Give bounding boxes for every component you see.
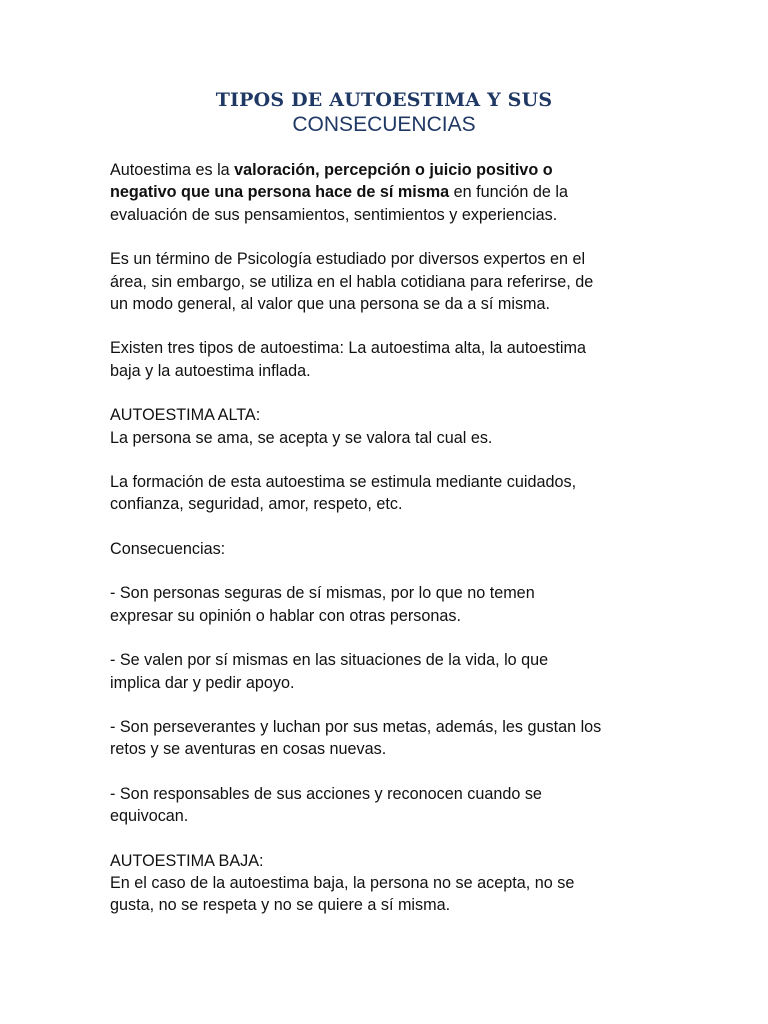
paragraph-line: - Se valen por sí mismas en las situaciones de la vida, lo que [110,651,549,670]
paragraph-line: - Son perseverantes y luchan por sus metas, además, les gustan los [110,717,602,736]
intro-bold-text: negativo que una persona hace de sí misma [110,183,450,202]
intro-line-2 [110,181,670,203]
paragraph-line: un modo general, al valor que una persona se da a sí misma. [110,295,551,314]
paragraph-line: - Son responsables de sus acciones y reconocen cuando se [110,784,542,803]
paragraph-high-self-esteem [110,404,670,449]
paragraph-line: La persona se ama, se acepta y se valora tal cual es. [110,428,493,447]
consequences-label: Consecuencias: [110,539,226,558]
intro-text: Autoestima es la [110,161,235,179]
document-body [110,159,670,939]
section-heading-high: AUTOESTIMA ALTA: [110,406,261,425]
paragraph-line: Es un término de Psicología estudiado por diversos expertos en el [110,250,586,269]
paragraph-line: Existen tres tipos de autoestima: La autoestima alta, la autoestima [110,339,586,358]
title-line-1: TIPOS DE AUTOESTIMA Y SUS [215,89,553,111]
paragraph-intro [110,159,670,226]
list-item-consequence [110,582,670,627]
paragraph-line: retos y se aventuras en cosas nuevas. [110,740,387,759]
paragraph-line: equivocan. [110,807,189,826]
intro-line-1 [110,159,670,181]
document-title [0,88,768,138]
paragraph-line: implica dar y pedir apoyo. [110,673,295,692]
paragraph-line: confianza, seguridad, amor, respeto, etc. [110,495,403,514]
paragraph-low-self-esteem [110,850,670,917]
paragraph-formation [110,471,670,516]
paragraph-line: área, sin embargo, se utiliza en el habla cotidiana para referirse, de [110,272,594,291]
intro-bold-text: valoración, percepción o juicio positivo o [234,161,553,179]
paragraph-line: En el caso de la autoestima baja, la persona no se acepta, no se [110,873,575,892]
paragraph-line: baja y la autoestima inflada. [110,361,311,380]
paragraph-line: - Son personas seguras de sí mismas, por lo que no temen [110,584,535,603]
paragraph-types [110,337,670,382]
list-item-consequence [110,783,670,828]
intro-line-3: evaluación de sus pensamientos, sentimientos y experiencias. [110,205,558,224]
paragraph-definition [110,248,670,315]
paragraph-line: expresar su opinión o hablar con otras personas. [110,606,461,625]
intro-text: en función de la [449,183,568,202]
list-item-consequence [110,716,670,761]
list-item-consequence [110,649,670,694]
section-heading-low: AUTOESTIMA BAJA: [110,851,264,870]
paragraph-line: La formación de esta autoestima se estimula mediante cuidados, [110,473,577,492]
paragraph-line: gusta, no se respeta y no se quiere a sí misma. [110,896,451,915]
title-line-2: CONSECUENCIAS [292,113,476,136]
paragraph-consequences-heading [110,538,670,560]
